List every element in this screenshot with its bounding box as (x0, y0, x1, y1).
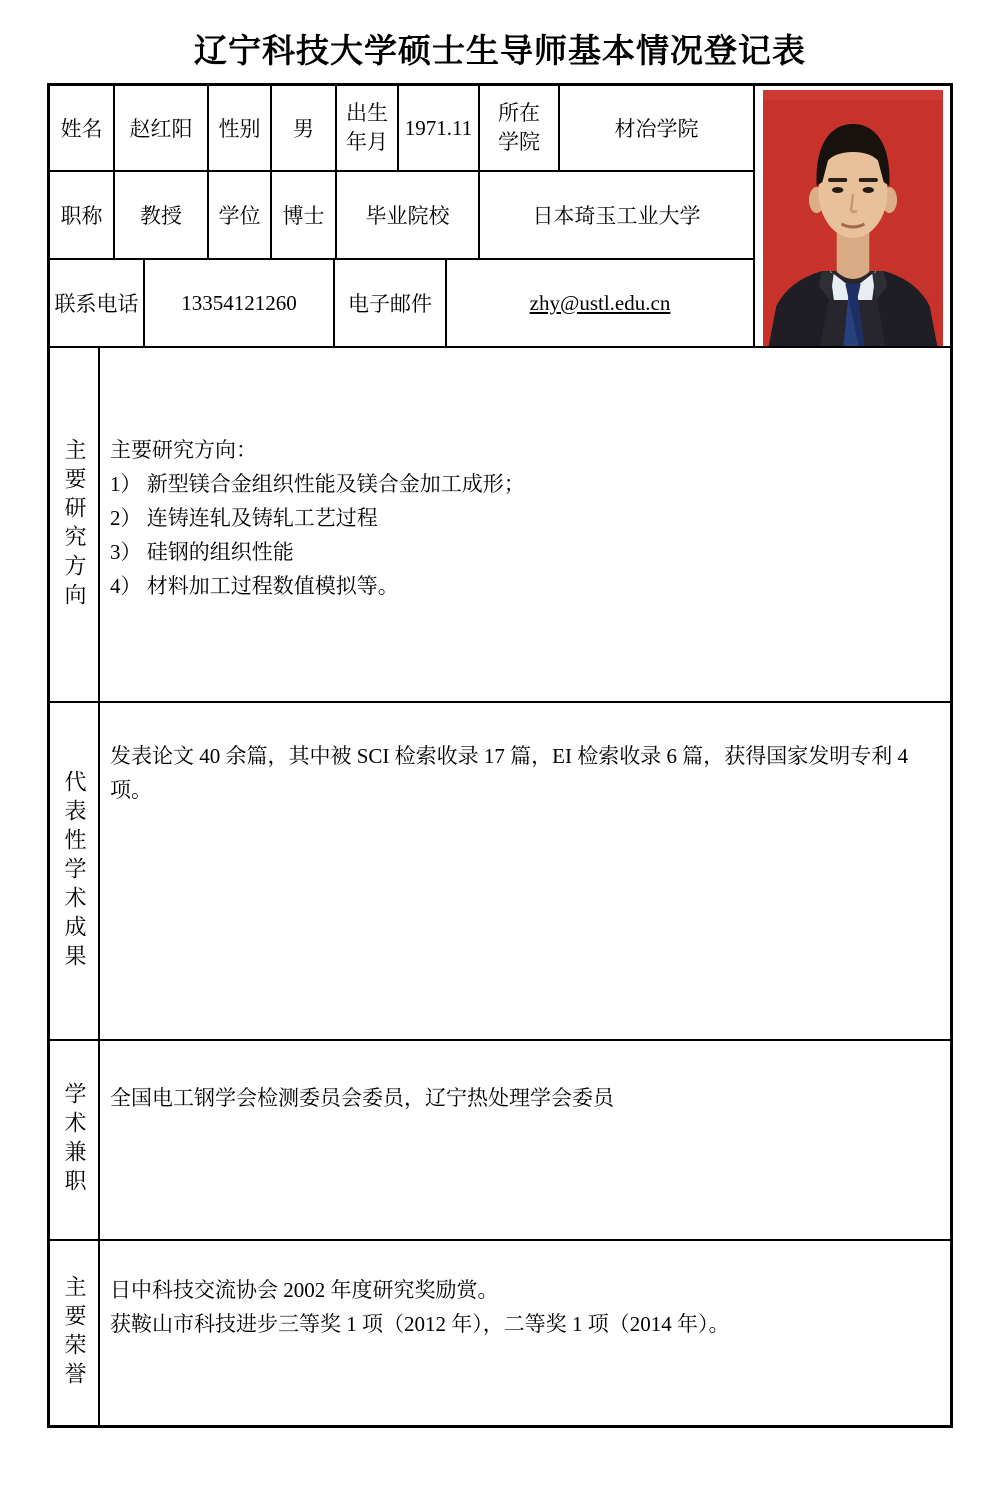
table-row-contact (50, 260, 753, 346)
school-value: 日本琦玉工业大学 (532, 204, 701, 228)
portrait-photo (763, 90, 943, 346)
basic-info-grid (50, 86, 753, 346)
achievements-section (50, 703, 950, 1041)
birth-label-text: 出生年月 (346, 101, 388, 154)
research-item-3: 3） 硅钢的组织性能 (110, 539, 294, 564)
birth-label (337, 86, 399, 170)
degree-value: 博士 (272, 172, 337, 258)
honors-line-1: 日中科技交流协会 2002 年度研究奖励赏。 (110, 1278, 499, 1302)
gender-value: 男 (272, 86, 337, 170)
positions-content (100, 1041, 950, 1239)
research-item-1: 1） 新型镁合金组织性能及镁合金加工成形； (110, 471, 525, 496)
birth-value: 1971.11 (399, 86, 480, 170)
research-section-label-cell (50, 348, 100, 701)
research-content (100, 348, 950, 701)
college-value: 材冶学院 (614, 117, 699, 141)
positions-section-label: 学术兼职 (62, 1082, 87, 1198)
email-label: 电子邮件 (335, 260, 447, 346)
document-title: 辽宁科技大学硕士生导师基本情况登记表 (194, 32, 806, 69)
achievements-text: 发表论文 40 余篇，其中被 SCI 检索收录 17 篇，EI 检索收录 6 篇，获得国家发明专利 4 项。 (110, 744, 908, 802)
positions-section (50, 1041, 950, 1241)
table-row-identity (50, 86, 753, 172)
honors-section-label-cell (50, 1241, 100, 1425)
school-label: 毕业院校 (337, 172, 480, 258)
achievements-section-label-cell (50, 703, 100, 1039)
research-section (50, 348, 950, 703)
title-value: 教授 (115, 172, 209, 258)
achievements-content (100, 703, 950, 1039)
positions-text: 全国电工钢学会检测委员会委员，辽宁热处理学会委员 (110, 1086, 614, 1110)
honors-line-2: 获鞍山市科技进步三等奖 1 项（2012 年），二等奖 1 项（2014 年）。 (110, 1312, 730, 1336)
name-value: 赵红阳 (115, 86, 209, 170)
registration-table (47, 83, 953, 1428)
honors-content (100, 1241, 950, 1425)
honors-section-label: 主要荣誉 (62, 1275, 87, 1391)
research-item-4: 4） 材料加工过程数值模拟等。 (110, 573, 399, 598)
email-cell (447, 260, 753, 346)
phone-value: 13354121260 (145, 260, 335, 346)
research-item-2: 2） 连铸连轧及铸轧工艺过程 (110, 505, 378, 530)
research-section-label: 主要研究方向 (62, 437, 87, 612)
email-link[interactable]: zhy@ustl.edu.cn (529, 290, 671, 315)
title-label: 职称 (50, 172, 115, 258)
positions-section-label-cell (50, 1041, 100, 1239)
honors-section (50, 1241, 950, 1425)
photo-cell (753, 86, 950, 346)
phone-label: 联系电话 (50, 260, 145, 346)
table-row-title-degree (50, 172, 753, 260)
basic-info-section (50, 86, 950, 348)
gender-label: 性别 (209, 86, 272, 170)
college-label (480, 86, 560, 170)
college-label-text: 所在学院 (498, 101, 540, 154)
degree-label: 学位 (209, 172, 272, 258)
achievements-section-label: 代表性学术成果 (62, 769, 87, 973)
research-heading: 主要研究方向： (110, 437, 257, 462)
name-label: 姓名 (50, 86, 115, 170)
